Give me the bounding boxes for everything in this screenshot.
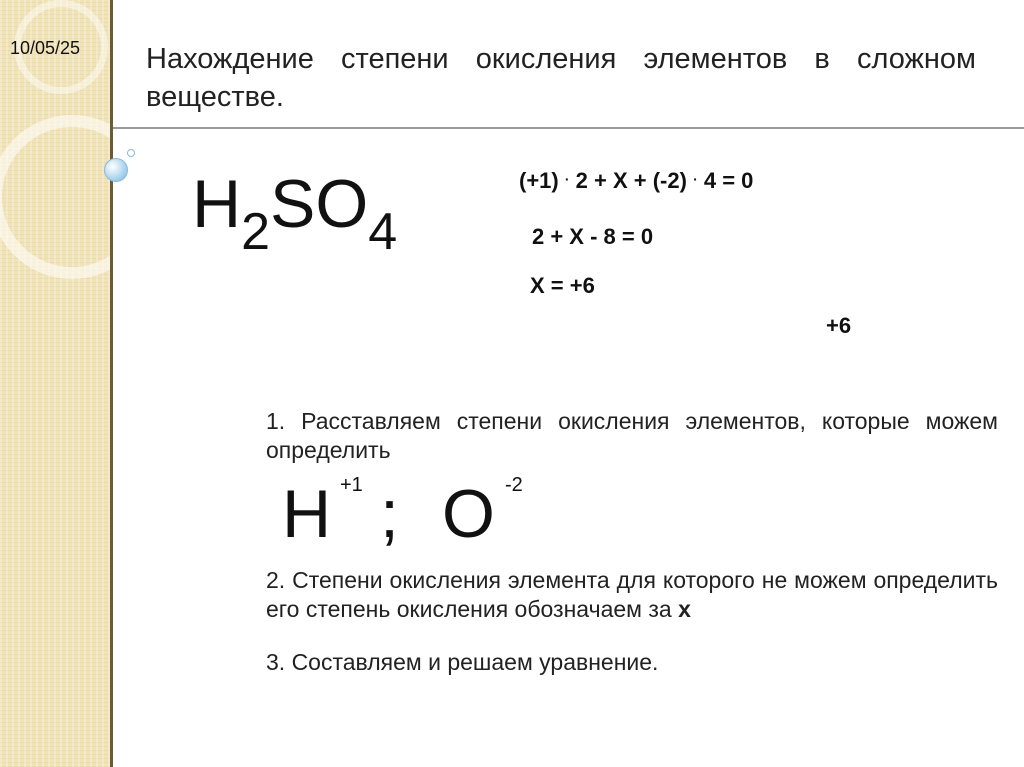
step-2-text <box>266 566 998 624</box>
equation-part: 2 + X + (-2) <box>569 168 687 193</box>
oxidation-o: -2 <box>505 474 523 496</box>
known-oxidation-states <box>282 470 582 560</box>
separator: ; <box>380 476 399 552</box>
formula-so: SO <box>270 166 369 242</box>
step-3-text: 3. Составляем и решаем уравнение. <box>266 649 659 675</box>
step-2-body: 2. Степени окисления элемента для которого не можем определить его степень окисления обозначаем за <box>266 567 998 622</box>
title-divider <box>113 127 1024 129</box>
small-bubble-icon <box>127 149 135 157</box>
slide-title: Нахождение степени окисления элементов в сложном веществе. <box>146 43 976 113</box>
equation-part: (+1) <box>519 168 559 193</box>
element-o: O <box>442 476 495 552</box>
formula-h: H <box>192 166 242 242</box>
strip-divider <box>110 0 113 767</box>
bubble-icon <box>104 158 128 182</box>
element-h: H <box>282 476 332 552</box>
equation-part: 4 = 0 <box>697 168 754 193</box>
left-decorative-strip <box>0 0 110 767</box>
step-1-text: 1. Расставляем степени окисления элементов, которые можем определить <box>266 408 998 463</box>
multiply-dot: · <box>564 171 570 187</box>
decorative-ring-icon <box>0 115 110 279</box>
equation-line-3: X = +6 <box>530 273 595 298</box>
sulfur-oxidation-state: +6 <box>826 313 852 338</box>
multiply-dot: · <box>693 171 698 187</box>
unknown-x: x <box>678 596 691 622</box>
slide-date: 10/05/25 <box>10 38 81 58</box>
chemical-formula <box>192 165 397 262</box>
equation-line-1 <box>519 168 753 194</box>
equation-line-2: 2 + X - 8 = 0 <box>532 224 654 249</box>
formula-sub-4: 4 <box>368 203 398 261</box>
oxidation-h: +1 <box>340 474 363 496</box>
formula-sub-2: 2 <box>241 203 271 261</box>
